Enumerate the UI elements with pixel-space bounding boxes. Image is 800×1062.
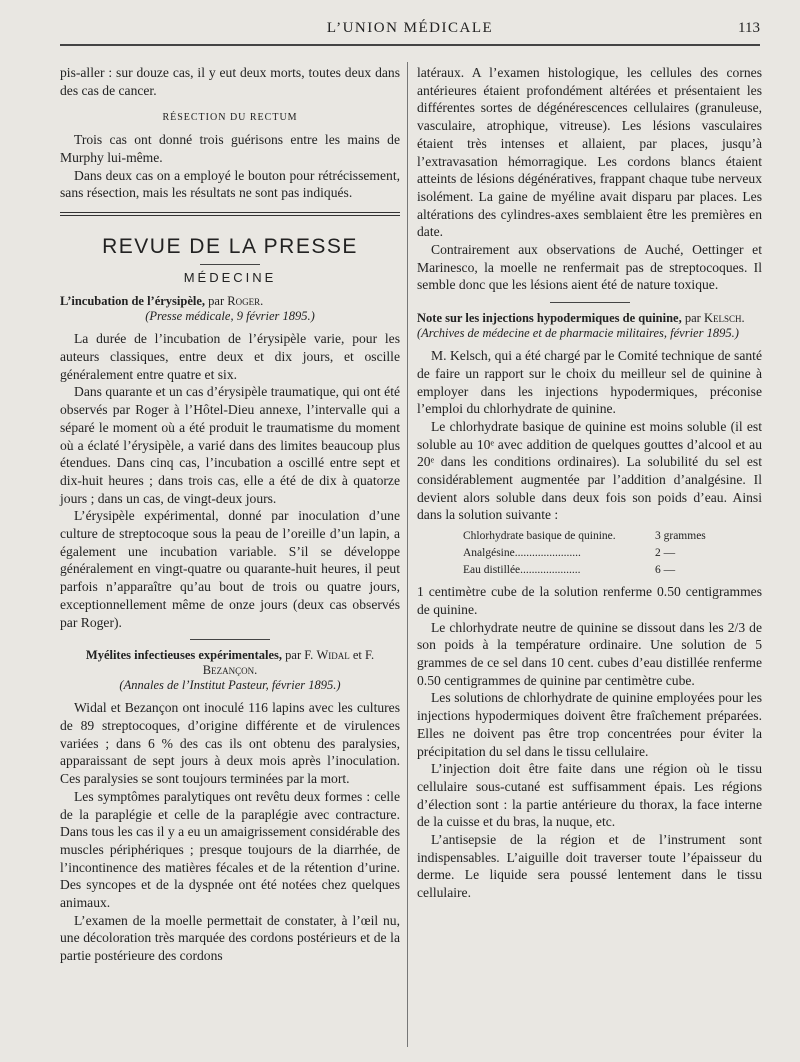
- article-author: Widal: [316, 648, 350, 663]
- paragraph: L’examen de la moelle permettait de constater, à l’œil nu, une décoloration très marquée des cordons postérieurs et de la partie postérieure des cordons: [60, 912, 400, 964]
- paragraph: M. Kelsch, qui a été chargé par le Comité technique de santé de faire un rapport sur le choix du meilleur sel de quinine à employer dans les injections hypodermiques, préconise l’emploi du chlorhydrate de quinine.: [417, 348, 762, 417]
- paragraph: Contrairement aux observations de Auché, Oettinger et Marinesco, la moelle ne renfermait pas de streptocoques. Il semble donc que les lésions aient été de nature toxique.: [417, 242, 762, 293]
- article-reference: (Presse médicale, 9 février 1895.): [145, 309, 315, 324]
- right-column: [417, 64, 762, 902]
- recipe-ingredient: Analgésine.......................: [463, 547, 581, 560]
- column-divider: [407, 62, 408, 1047]
- left-column: [60, 64, 400, 965]
- paragraph: Trois cas ont donné trois guérisons entre les mains de Murphy lui-même.: [60, 132, 400, 165]
- recipe-quantity: 3 grammes: [655, 530, 706, 543]
- journal-title: L’UNION MÉDICALE: [326, 20, 494, 36]
- article-separator: [190, 639, 270, 640]
- section-category: MÉDECINE: [183, 269, 277, 285]
- article-heading: [417, 311, 762, 341]
- paragraph: L’érysipèle expérimental, donné par inoculation d’une culture de streptocoque sous la peau de l’oreille d’un lapin, a également une incubation variable. S’il se développe généralement en vingt-quatre ou quarante-huit heures, il peut parfois n’apparaître qu’au bout de trois ou quatre jours, exceptionnellement même de onze jours (deux cas observés par Roger).: [60, 508, 400, 630]
- article-by: par: [208, 294, 225, 309]
- recipe-ingredient: Eau distillée.....................: [463, 564, 581, 577]
- recipe-ingredient: Chlorhydrate basique de quinine.: [463, 530, 616, 543]
- running-head: [60, 20, 760, 42]
- recipe-quantity: 6 —: [655, 564, 676, 577]
- recipe-row: [463, 562, 762, 579]
- recipe-table: [463, 528, 762, 579]
- paragraph: latéraux. A l’examen histologique, les cellules des cornes antérieures étaient profondément altérées et présentaient les différentes sortes de dégénérescences cellulaires (granuleuse, vasculaire, atrophique, vitreuse). Les lésions vasculaires étaient très intenses et allaient, par places, jusqu’à l’extravasation hémorragique. Les cordons blancs étaient atteints de lésions dégénératives, frappant chaque tube nerveux isolément. La gaine de myéline avait disparu par places. Les altérations des cylindres-axes semblaient être les premières en date.: [417, 65, 762, 240]
- article-and: et F.: [352, 648, 375, 663]
- paragraph: Les solutions de chlorhydrate de quinine employées pour les injections hypodermiques doivent être fraîchement préparées. Elles ne doivent pas être trop concentrées pour éviter la précipitation du sel dans le tissu cellulaire.: [417, 690, 762, 759]
- article-reference: (Annales de l’Institut Pasteur, février 1895.): [119, 678, 341, 693]
- paragraph: 1 centimètre cube de la solution renferme 0.50 centigrammes de quinine.: [417, 584, 762, 617]
- article-reference: (Archives de médecine et de pharmacie militaires, février 1895.): [417, 326, 739, 341]
- article-title: L’incubation de l’érysipèle,: [60, 294, 206, 309]
- article-heading: [60, 648, 400, 693]
- paragraph: L’injection doit être faite dans une région où le tissu cellulaire sous-cutané est suffisamment épais. Les régions d’élection sont : la partie antérieure du thorax, la face interne de la cuisse et du bras, la nuque, etc.: [417, 761, 762, 830]
- article-author: Kelsch.: [703, 311, 745, 326]
- section-subheading: RÉSECTION DU RECTUM: [162, 112, 298, 124]
- paragraph: Dans quarante et un cas d’érysipèle traumatique, qui ont été observés par Roger à l’Hôtel-Dieu annexe, l’intervalle qui a séparé le moment où a été produit le traumatisme du moment où a éclaté l’érysipèle, a varié dans des limites beaucoup plus étendues. Dans cinq cas, l’incubation a oscillé entre sept et dix-huit heures ; dans trois cas, elle a été de dix à quatorze jours ; dans un cas, de vingt-deux jours.: [60, 384, 400, 506]
- recipe-row: [463, 528, 762, 545]
- paragraph: Les symptômes paralytiques ont revêtu deux formes : celle de la paraplégie et celle de la paraplégie avec contracture. Dans tous les cas il y a eu un amaigrissement considérable des muscles périphériques ; presque toujours de la diarrhée, de l’incontinence des matières fécales et de la rétention d’urine. Des syncopes et de la dyspnée ont été notées chez quelques animaux.: [60, 788, 400, 911]
- paragraph: La durée de l’incubation de l’érysipèle varie, pour les auteurs classiques, entre deux et dix jours, et oscille généralement entre quatre et six.: [60, 331, 400, 382]
- article-separator: [550, 302, 630, 303]
- paragraph: Le chlorhydrate basique de quinine est moins soluble (il est soluble au 10ᵉ avec addition de quelques gouttes d’alcool et au 20ᵉ dans les conditions ordinaires). La solubilité du sel est considérablement augmentée par l’addition d’analgésine. Il devient alors soluble dans deux fois son poids d’eau. Ainsi dans la solution suivante :: [417, 418, 762, 523]
- page-number: 113: [738, 20, 760, 36]
- paragraph: pis-aller : sur douze cas, il y eut deux morts, toutes deux dans des cas de cancer.: [60, 65, 400, 98]
- article-by: par F.: [285, 648, 314, 663]
- article-author: Roger.: [227, 294, 264, 309]
- section-title: REVUE DE LA PRESSE: [102, 234, 358, 258]
- article-title: Myélites infectieuses expérimentales,: [85, 648, 283, 663]
- paragraph: Widal et Bezançon ont inoculé 116 lapins avec les cultures de 89 streptocoques, d’origine différente et de virulences variées ; dans 6 % des cas ils ont obtenu des paralysies, apparaissant de sept jours à deux mois après l’inoculation. Ces paralysies se sont toujours terminées par la mort.: [60, 700, 400, 787]
- paragraph: L’antisepsie de la région et de l’instrument sont indispensables. L’aiguille doit traverser toute l’épaisseur du derme. Le liquide sera poussé lentement dans le tissu cellulaire.: [417, 832, 762, 901]
- article-heading: [60, 294, 400, 324]
- double-rule: [60, 212, 400, 216]
- recipe-quantity: 2 —: [655, 547, 676, 560]
- paragraph: Le chlorhydrate neutre de quinine se dissout dans les 2/3 de son poids à la température ordinaire. Une solution de 5 grammes de ce sel dans 10 cent. cubes d’eau distillée renferme 0.50 centigrammes de quinine par centimètre cube.: [417, 619, 762, 688]
- header-rule: [60, 44, 760, 46]
- article-title: Note sur les injections hypodermiques de quinine,: [417, 311, 682, 326]
- article-author: Bezançon.: [202, 663, 258, 678]
- short-rule: [200, 264, 260, 265]
- recipe-row: [463, 545, 762, 562]
- article-by: par: [684, 311, 701, 326]
- paragraph: Dans deux cas on a employé le bouton pour rétrécissement, sans résection, mais les résultats ne sont pas indiqués.: [60, 167, 400, 201]
